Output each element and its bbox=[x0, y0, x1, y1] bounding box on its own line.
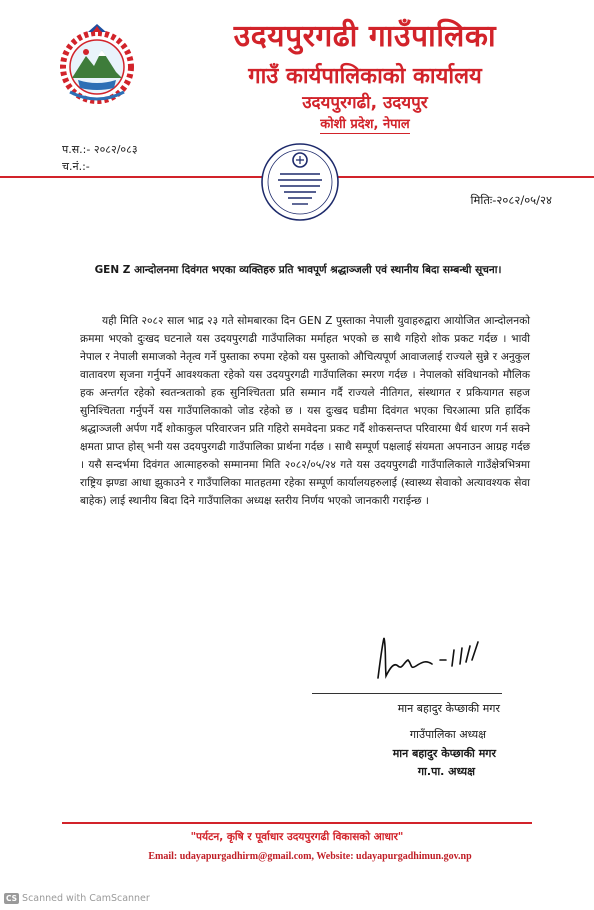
signature-line bbox=[312, 693, 502, 694]
handwritten-signature-icon bbox=[370, 632, 500, 688]
letter-subject: GEN Z आन्दोलनमा दिवंगत भएका व्यक्तिहरु प्रति भावपूर्ण श्रद्धाञ्जली एवं स्थानीय बिदा सम्बन्धी सूचना। bbox=[94, 264, 502, 276]
dispatch-number: च.नं.:- bbox=[62, 160, 90, 173]
letterhead-address: उदयपुरगढी, उदयपुर bbox=[302, 93, 428, 113]
footer-contact: Email: udayapurgadhirm@gmail.com, Website: udayapurgadhimun.gov.np bbox=[148, 851, 472, 862]
footer-slogan: "पर्यटन, कृषि र पूर्वाधार उदयपुरगढी विकासको आधार" bbox=[190, 831, 404, 843]
signatory-title: गाउँपालिका अध्यक्ष bbox=[409, 728, 486, 741]
office-stamp-icon bbox=[258, 140, 342, 224]
name-stamp: मान बहादुर केप्छाकी मगर bbox=[392, 747, 496, 760]
letter-date: मितिः-२०८२/०५/२४ bbox=[470, 193, 552, 207]
scanner-watermark bbox=[4, 893, 150, 904]
camscanner-icon: CS bbox=[6, 894, 18, 903]
footer-divider bbox=[62, 822, 532, 824]
letterhead-office: गाउँ कार्यपालिकाको कार्यालय bbox=[248, 64, 482, 89]
letterhead-province bbox=[150, 114, 580, 132]
letterhead-title: उदयपुरगढी गाउँपालिका bbox=[233, 19, 497, 54]
municipality-emblem-icon bbox=[56, 22, 138, 108]
title-stamp: गा.पा. अध्यक्ष bbox=[417, 765, 475, 778]
letter-body: यही मिति २०८२ साल भाद्र २३ गते सोमबारका दिन GEN Z पुस्ताका नेपाली युवाहरुद्वारा आयोजित आन्दोलनको क्रममा भएको दुःखद घटनाले यस उदयपुरगढी गाउँपालिका मर्माहत भएको छ साथै गहिरो शोक प्रकट गर्दछ । भावी नेपाल र नेपाली समाजको नेतृत्व गर्ने पुस्ताका रुपमा रहेको यस पुस्ताको औचित्यपूर्ण आवाजलाई राज्यले सुन्ने र अनुकुल वातावरण सृजना गर्नुपर्ने आवश्यकता रहेको यस उदयपुरगढी गाउँपालिका स्मरण गर्दछ । नेपालको संविधानको मौलिक हक अन्तर्गत रहेको स्वतन्त्रताको हक सुनिश्चितता प्रति सम्मान गर्दै राज्यले नीतिगत, संस्थागत र प्रकियागत सहज सुनिश्चितता गर्नुपर्ने यस गाउँपालिकाको जोड रहेको छ । यस दुःखद घडीमा दिवंगत भएका चिरआत्मा प्रति हार्दिक श्रद्धाञ्जली अर्पण गर्दै शोकाकुल परिवारजन प्रति गहिरो समवेदना प्रकट गर्दै शोकसन्तप्त परिवारमा धैर्य धारण गर्न सक्ने क्षमता प्राप्त होस् भनी यस उदयपुरगढी गाउँपालिका प्रार्थना गर्दछ । साथै सम्पूर्ण पक्षलाई संयमता अपनाउन आग्रह गर्दछ । यसै सन्दर्भमा दिवंगत आत्माहरुको सम्मानमा मिति २०८२/०५/२४ गते यस उदयपुरगढी गाउँपालिकाले गाउँक्षेत्रभित्रमा राष्ट्रिय झण्डा आधा झुकाउने र गाउँपालिका मातहतमा रहेका सम्पूर्ण कार्यालयहरुलाई (स्वास्थ्य सेवाको अत्यावश्यक सेवा बाहेक) लाई स्थानीय बिदा दिने गाउँपालिका अध्यक्ष स्तरीय निर्णय भएको जानकारी गराईन्छ । bbox=[80, 315, 530, 507]
province-text: कोशी प्रदेश, नेपाल bbox=[320, 117, 410, 132]
scanner-text: Scanned with CamScanner bbox=[22, 893, 150, 904]
reference-number: प.स.:- २०८२/०८३ bbox=[62, 143, 138, 156]
signatory-name: मान बहादुर केप्छाकी मगर bbox=[397, 702, 500, 715]
